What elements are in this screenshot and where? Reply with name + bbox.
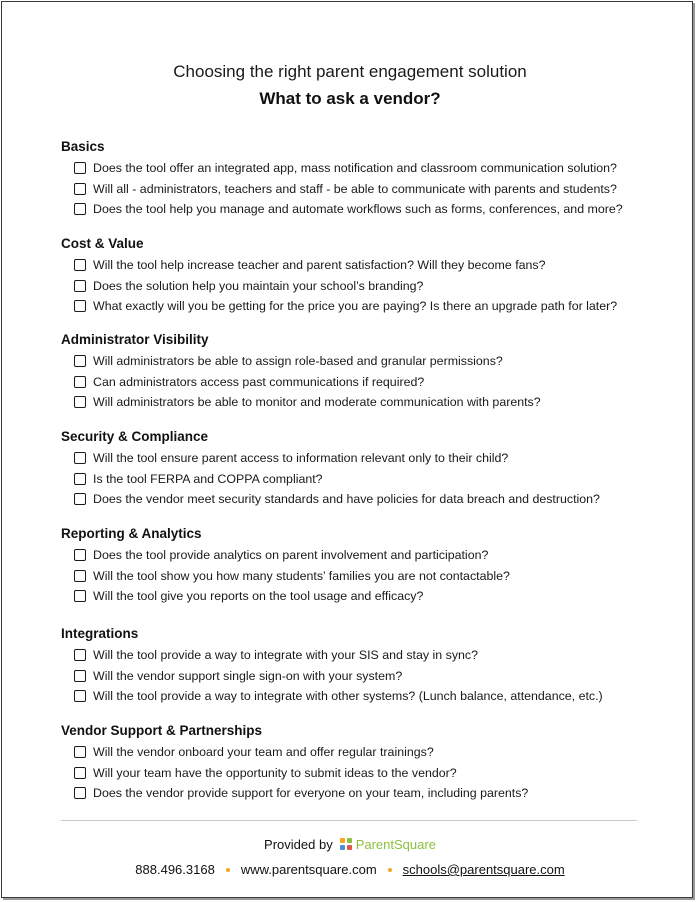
section-title: Basics — [61, 139, 105, 154]
checkbox[interactable] — [74, 493, 86, 505]
checklist-item — [61, 566, 510, 587]
checkbox[interactable] — [74, 396, 86, 408]
checklist-item — [61, 158, 623, 179]
checklist-item-text: Will administrators be able to assign role-based and granular permissions? — [93, 354, 503, 369]
checklist-item-text: Will all - administrators, teachers and staff - be able to communicate with parents and students? — [93, 181, 617, 196]
section-4 — [61, 526, 510, 607]
contact-line — [2, 862, 696, 877]
checklist-item-text: Will the tool ensure parent access to information relevant only to their child? — [93, 451, 509, 466]
section-title: Integrations — [61, 626, 139, 641]
checklist-item-text: Does the tool help you manage and automate workflows such as forms, conferences, and more? — [93, 202, 623, 217]
checkbox[interactable] — [74, 767, 86, 779]
checklist-item-text: Will the tool help increase teacher and parent satisfaction? Will they become fans? — [93, 258, 546, 273]
section-title: Reporting & Analytics — [61, 526, 202, 541]
section-title: Cost & Value — [61, 236, 144, 251]
checklist-item — [61, 489, 600, 510]
checklist-item — [61, 351, 541, 372]
checklist-item-text: Will the tool give you reports on the tool usage and efficacy? — [93, 589, 424, 604]
checkbox[interactable] — [74, 670, 86, 682]
checkbox[interactable] — [74, 690, 86, 702]
checkbox[interactable] — [74, 280, 86, 292]
footer-divider — [61, 820, 637, 821]
provided-by-label: Provided by — [264, 837, 333, 852]
checkbox[interactable] — [74, 570, 86, 582]
section-2 — [61, 332, 541, 413]
checkbox[interactable] — [74, 259, 86, 271]
checkbox[interactable] — [74, 746, 86, 758]
checklist-item-text: Is the tool FERPA and COPPA compliant? — [93, 471, 323, 486]
checklist-item — [61, 448, 600, 469]
section-title: Administrator Visibility — [61, 332, 209, 347]
checklist-item — [61, 255, 617, 276]
checklist-item — [61, 296, 617, 317]
section-title: Vendor Support & Partnerships — [61, 723, 263, 738]
phone-number: 888.496.3168 — [135, 862, 215, 877]
checklist-item — [61, 586, 510, 607]
checklist-item-text: Does the vendor provide support for everyone on your team, including parents? — [93, 786, 529, 801]
section-5 — [61, 626, 603, 707]
checkbox[interactable] — [74, 549, 86, 561]
checklist-item-text: What exactly will you be getting for the price you are paying? Is there an upgrade path for later? — [93, 299, 618, 314]
checklist-item — [61, 645, 603, 666]
checklist-item — [61, 392, 541, 413]
parentsquare-logo — [340, 837, 436, 852]
checkbox[interactable] — [74, 203, 86, 215]
section-1 — [61, 236, 617, 317]
checklist-item — [61, 199, 623, 220]
page-title: Choosing the right parent engagement solution — [173, 62, 527, 81]
checklist-item-text: Will the tool provide a way to integrate with your SIS and stay in sync? — [93, 648, 478, 663]
checklist-item-text: Will administrators be able to monitor and moderate communication with parents? — [93, 395, 541, 410]
checklist-item-text: Will the tool provide a way to integrate with other systems? (Lunch balance, attendance, etc.) — [93, 689, 603, 704]
checklist-item-text: Will the vendor onboard your team and offer regular trainings? — [93, 745, 434, 760]
checklist-item — [61, 742, 528, 763]
checklist-item — [61, 666, 603, 687]
section-0 — [61, 139, 623, 220]
checklist-item — [61, 763, 528, 784]
separator-dot — [388, 868, 392, 872]
checklist-item-text: Does the vendor meet security standards and have policies for data breach and destruction? — [93, 492, 600, 507]
checklist-item — [61, 276, 617, 297]
checkbox[interactable] — [74, 452, 86, 464]
checklist-item — [61, 469, 600, 490]
section-title: Security & Compliance — [61, 429, 209, 444]
checkbox[interactable] — [74, 183, 86, 195]
brand-name: ParentSquare — [355, 837, 436, 852]
checklist-item — [61, 686, 603, 707]
checkbox[interactable] — [74, 787, 86, 799]
checklist-item — [61, 179, 623, 200]
page-subtitle: What to ask a vendor? — [259, 89, 441, 108]
checklist-item-text: Does the tool offer an integrated app, mass notification and classroom communication solution? — [93, 161, 617, 176]
checklist-item-text: Will the tool show you how many students’ families you are not contactable? — [93, 568, 510, 583]
parentsquare-logo-icon — [340, 838, 353, 851]
checklist-item-text: Will the vendor support single sign-on with your system? — [93, 668, 403, 683]
checkbox[interactable] — [74, 355, 86, 367]
checklist-item-text: Will your team have the opportunity to submit ideas to the vendor? — [93, 765, 457, 780]
checkbox[interactable] — [74, 162, 86, 174]
checklist-item-text: Does the tool provide analytics on parent involvement and participation? — [93, 548, 489, 563]
website-link[interactable]: www.parentsquare.com — [240, 862, 377, 877]
provided-by-line — [2, 837, 696, 852]
checklist-page — [1, 1, 693, 898]
checklist-item — [61, 372, 541, 393]
checklist-item-text: Can administrators access past communications if required? — [93, 374, 425, 389]
checklist-item-text: Does the solution help you maintain your school’s branding? — [93, 278, 424, 293]
checklist-item — [61, 783, 528, 804]
checkbox[interactable] — [74, 376, 86, 388]
checkbox[interactable] — [74, 590, 86, 602]
separator-dot — [226, 868, 230, 872]
checkbox[interactable] — [74, 473, 86, 485]
checkbox[interactable] — [74, 300, 86, 312]
email-link[interactable]: schools@parentsquare.com — [402, 862, 565, 877]
section-3 — [61, 429, 600, 510]
checkbox[interactable] — [74, 649, 86, 661]
section-6 — [61, 723, 528, 804]
checklist-item — [61, 545, 510, 566]
